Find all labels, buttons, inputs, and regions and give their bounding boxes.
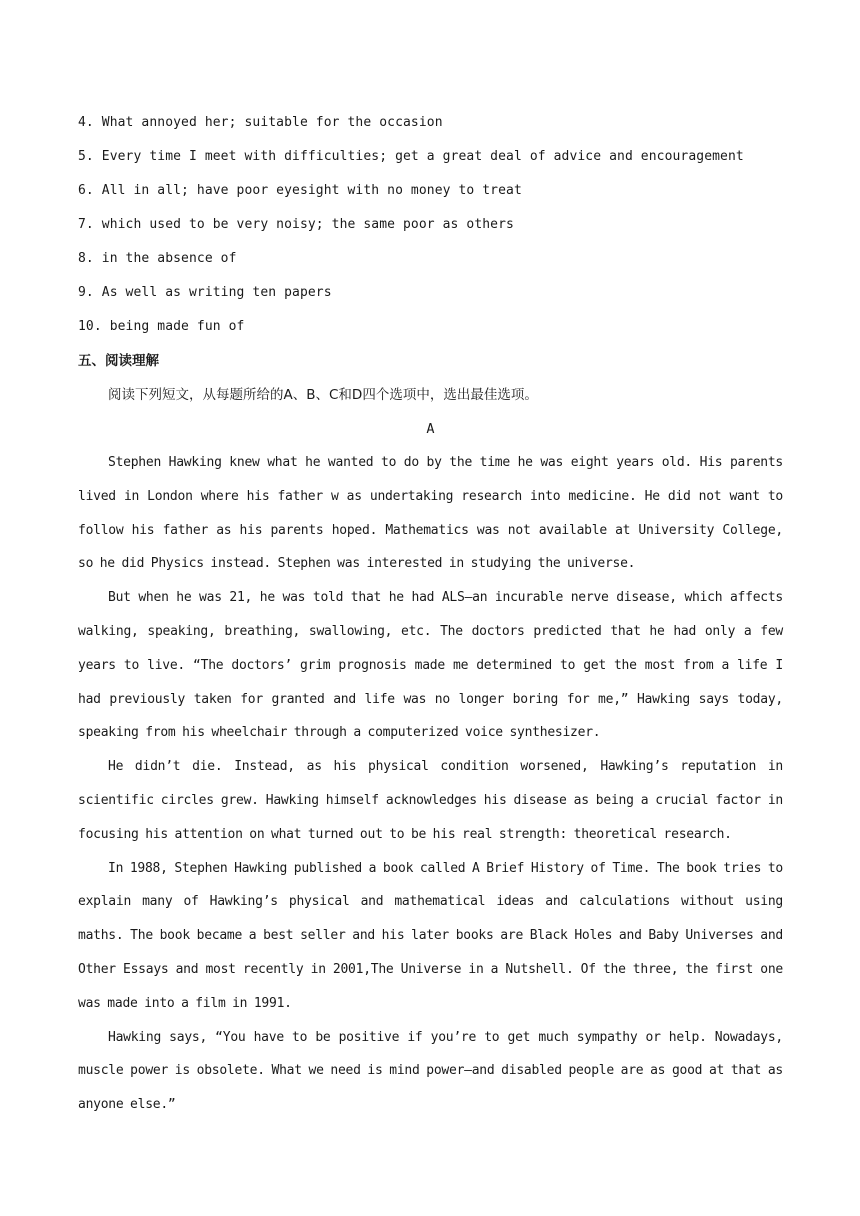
- answer-line-6: 6. All in all; have poor eyesight with no money to treat: [78, 183, 522, 198]
- answer-line-4: 4. What annoyed her; suitable for the occasion: [78, 115, 443, 130]
- answer-line-10: 10. being made fun of: [78, 319, 245, 334]
- section-heading: 五、阅读理解: [78, 353, 159, 369]
- answer-line-8: 8. in the absence of: [78, 251, 237, 266]
- passage-label: A: [426, 421, 435, 437]
- answer-line-7: 7. which used to be very noisy; the same poor as others: [78, 217, 514, 232]
- passage-paragraph-2: But when he was 21, he was told that he had ALS—an incurable nerve disease, which affects walking, speaking, breathing, swallowing, etc. The doctors predicted that he had only a few years to live. “The doctors’ grim prognosis made me determined to get the most from a life I had previously taken for granted and life was no longer boring for me,” Hawking says today, speaking from his wheelchair through a computerized voice synthesizer.: [78, 590, 783, 741]
- document-page: [78, 106, 783, 1122]
- passage-paragraph-4: In 1988, Stephen Hawking published a book called A Brief History of Time. The book tries to explain many of Hawking’s physical and mathematical ideas and calculations without using maths. The book became a best seller and his later books are Black Holes and Baby Universes and Other Essays and most recently in 2001,The Universe in a Nutshell. Of the three, the first one was made into a film in 1991.: [78, 860, 783, 1011]
- answer-line-9: 9. As well as writing ten papers: [78, 285, 332, 300]
- passage-paragraph-5: Hawking says, “You have to be positive if you’re to get much sympathy or help. Nowadays, muscle power is obsolete. What we need is mind power—and disabled people are as good at that as anyone else.”: [78, 1029, 783, 1113]
- answer-line-5: 5. Every time I meet with difficulties; get a great deal of advice and encouragement: [78, 149, 744, 164]
- passage-paragraph-3: He didn’t die. Instead, as his physical condition worsened, Hawking’s reputation in scientific circles grew. Hawking himself acknowledges his disease as being a crucial factor in focusing his attention on what turned out to be his real strength: theoretical research.: [78, 759, 783, 842]
- passage-paragraph-1: Stephen Hawking knew what he wanted to do by the time he was eight years old. His parents lived in London where his father w as undertaking research into medicine. He did not want to follow his father as his parents hoped. Mathematics was not available at University College, so he did Physics instead. Stephen was interested in studying the universe.: [78, 455, 783, 572]
- section-instruction: 阅读下列短文，从每题所给的A、B、C和D四个选项中，选出最佳选项。: [108, 387, 538, 403]
